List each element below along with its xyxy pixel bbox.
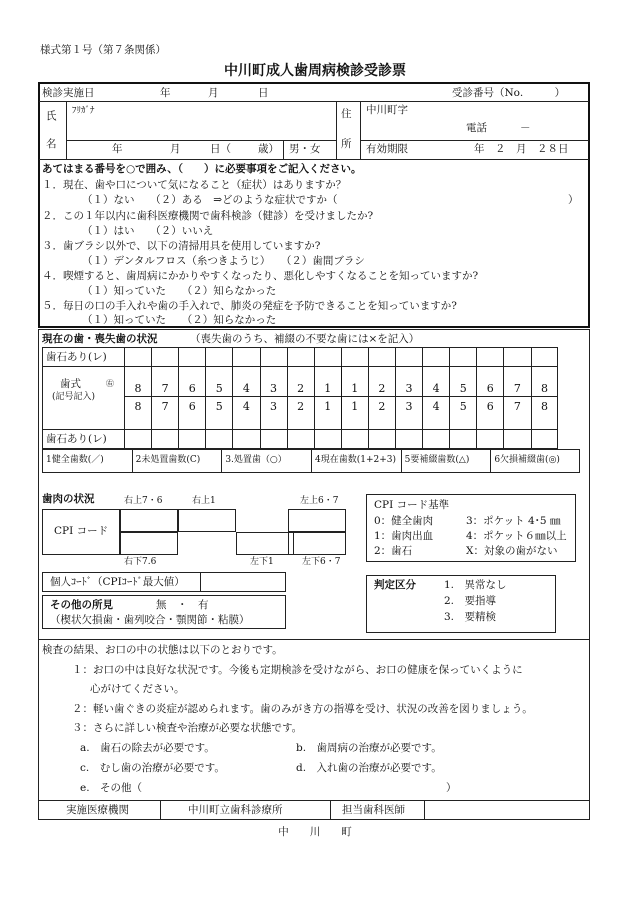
upper-tooth-3[interactable]: 5	[215, 382, 223, 395]
upper-tooth-13[interactable]: 6	[486, 382, 494, 395]
upper-tooth-14[interactable]: 7	[513, 382, 521, 395]
lower-tooth-15[interactable]: 8	[541, 400, 548, 413]
judgement-label: 判定区分	[374, 579, 416, 591]
count-cell-3[interactable]: 3.処置歯（○）	[225, 455, 287, 465]
other-findings-examples: （楔状欠損歯・歯列咬合・顎関節・粘膜）	[50, 614, 250, 626]
address-label: 住	[341, 108, 352, 120]
lower-tooth-13[interactable]: 6	[486, 400, 494, 413]
lower-tooth-8[interactable]: 1	[351, 400, 359, 413]
exam-date-label: 検診実施日	[42, 87, 95, 99]
sex-field[interactable]: 男・女	[289, 143, 321, 155]
result-3b[interactable]: b. 歯周病の治療が必要です。	[296, 742, 442, 754]
age-field[interactable]: 歳）	[258, 143, 279, 155]
criteria-3: 3：ポケット 4･5 ㎜	[466, 515, 561, 527]
furigana-label: ﾌﾘｶﾞﾅ	[72, 106, 95, 116]
criteria-2: 2：歯石	[374, 545, 413, 557]
cpi-label: CPI コード	[54, 525, 109, 537]
teeth-grid	[42, 347, 558, 449]
result-3e[interactable]: e. その他（	[80, 782, 143, 794]
dentist-label: 担当歯科医師	[342, 804, 405, 816]
teeth-heading-note: （喪失歯のうち、補綴の不要な歯には×を記入）	[190, 333, 420, 345]
formula-label: 歯式	[60, 378, 81, 390]
upper-tooth-12[interactable]: 5	[459, 382, 467, 395]
questions-instruction: あてはまる番号を○で囲み、（ ）に必要事項をご記入ください。	[42, 163, 362, 175]
upper-tooth-2[interactable]: 6	[188, 382, 196, 395]
lower-tooth-14[interactable]: 7	[513, 400, 521, 413]
phone-field[interactable]: －	[520, 122, 531, 134]
tartar-lower-label: 歯石あり(レ)	[46, 433, 107, 445]
lower-center-label: 左下1	[250, 557, 274, 567]
upper-tooth-15[interactable]: 8	[541, 382, 548, 395]
name-label-2: 名	[46, 138, 57, 150]
upper-left-label: 左上6・7	[300, 496, 339, 506]
formula-sub: (記号記入)	[52, 392, 96, 402]
other-findings-options[interactable]: 無 ・ 有	[156, 599, 209, 611]
criteria-1: 1：歯肉出血	[374, 530, 434, 542]
birth-year[interactable]: 年	[112, 143, 123, 155]
upper-tooth-7[interactable]: 1	[324, 382, 332, 395]
upper-tooth-4[interactable]: 4	[242, 382, 250, 395]
lower-tooth-2[interactable]: 6	[188, 400, 196, 413]
lower-tooth-10[interactable]: 3	[405, 400, 413, 413]
question-4-options[interactable]: （１）知っていた （２）知らなかった	[82, 285, 277, 297]
personal-code-label: 個人ｺｰﾄﾞ（CPIｺｰﾄﾞ最大値）	[50, 576, 185, 588]
birth-month[interactable]: 月	[170, 143, 181, 155]
address-value[interactable]: 中川町字	[366, 104, 408, 116]
lower-left-label: 左下6・7	[302, 557, 341, 567]
lower-tooth-6[interactable]: 2	[297, 400, 305, 413]
upper-tooth-9[interactable]: 2	[378, 382, 386, 395]
question-2: ２．この１年以内に歯科医療機関で歯科検診（健診）を受けましたか?	[42, 210, 374, 222]
lower-right-label: 右下7.6	[124, 557, 157, 567]
result-3e-close: ）	[446, 782, 457, 794]
result-1-cont: 心がけてください。	[90, 683, 185, 695]
count-cell-1[interactable]: 1健全歯数(／)	[46, 455, 104, 465]
count-cell-4[interactable]: 4現在歯数(1+2+3)	[315, 455, 397, 465]
upper-tooth-10[interactable]: 3	[405, 382, 413, 395]
result-intro: 検査の結果、お口の中の状態は以下のとおりです。	[42, 644, 283, 656]
upper-center-label: 右上1	[192, 496, 216, 506]
lower-tooth-1[interactable]: 7	[161, 400, 169, 413]
question-2-options[interactable]: （１）はい （２）いいえ	[82, 225, 214, 237]
upper-tooth-8[interactable]: 1	[351, 382, 359, 395]
criteria-x: X：対象の歯がない	[466, 545, 558, 557]
other-findings-label: その他の所見	[50, 599, 113, 611]
question-1-close: ）	[568, 194, 579, 206]
result-3c[interactable]: c. むし歯の治療が必要です。	[80, 762, 225, 774]
judgement-2[interactable]: 2. 要指導	[444, 595, 497, 607]
lower-tooth-5[interactable]: 3	[270, 400, 277, 413]
result-3a[interactable]: a. 歯石の除去が必要です。	[80, 742, 215, 754]
result-1[interactable]: １：お口の中は良好な状況です。今後も定期検診を受けながら、お口の健康を保っていくように	[72, 664, 523, 676]
lower-tooth-11[interactable]: 4	[432, 400, 440, 413]
count-cell-5[interactable]: 5要補綴歯数(△)	[404, 455, 470, 465]
name-label: 氏	[46, 110, 57, 122]
institution-label: 実施医療機関	[66, 804, 129, 816]
reception-number[interactable]: 受診番号（No. ）	[452, 87, 566, 99]
cpi-cell-lc[interactable]	[236, 532, 294, 555]
upper-tooth-5[interactable]: 3	[270, 382, 277, 395]
form-id: 様式第１号（第７条関係）	[40, 44, 166, 56]
upper-right-label: 右上7・6	[124, 496, 163, 506]
lower-tooth-4[interactable]: 4	[242, 400, 250, 413]
expiry-value: 年 ２ 月 ２８日	[474, 143, 569, 155]
criteria-0: 0：健全歯肉	[374, 515, 434, 527]
tartar-upper-label: 歯石あり(レ)	[46, 351, 107, 363]
phone-label: 電話	[466, 122, 487, 134]
upper-tooth-0[interactable]: 8	[134, 382, 142, 395]
question-5-options[interactable]: （１）知っていた （２）知らなかった	[82, 314, 277, 326]
expiry-label: 有効期限	[366, 143, 408, 155]
criteria-title: CPI コード基準	[374, 499, 450, 511]
question-4: ４．喫煙すると、歯周病にかかりやすくなったり、悪化しやすくなることを知っていますか?	[42, 270, 479, 282]
question-3-options[interactable]: （１）デンタルフロス（糸つきようじ） （２）歯間ブラシ	[82, 255, 365, 267]
page-title: 中川町成人歯周病検診受診票	[224, 63, 406, 79]
question-1: １．現在、歯や口について気になること（症状）はありますか？	[42, 179, 347, 191]
exam-day[interactable]: 日	[258, 87, 269, 99]
upper-tooth-11[interactable]: 4	[432, 382, 440, 395]
criteria-4: 4：ポケット６㎜以上	[466, 530, 567, 542]
count-cell-6[interactable]: 6欠損補綴歯(◎)	[494, 455, 560, 465]
cpi-cell-lr[interactable]	[120, 532, 178, 555]
footer-town: 中 川 町	[278, 826, 352, 838]
question-1-options[interactable]: （１）ない （２）ある ⇒どのような症状ですか（	[82, 194, 338, 206]
result-3d[interactable]: d. 入れ歯の治療が必要です。	[296, 762, 442, 774]
upper-tooth-6[interactable]: 2	[297, 382, 305, 395]
cpi-cell-ur[interactable]	[120, 509, 178, 532]
question-5: ５．毎日の口の手入れや歯の手入れで、肺炎の発症を予防できることを知っていますか?	[42, 300, 457, 312]
gum-heading: 歯肉の状況	[42, 493, 95, 505]
judgement-1[interactable]: 1. 異常なし	[444, 579, 507, 591]
upper-tooth-1[interactable]: 7	[161, 382, 169, 395]
lower-tooth-7[interactable]: 1	[324, 400, 332, 413]
exam-year[interactable]: 年	[160, 87, 171, 99]
lower-tooth-0[interactable]: 8	[134, 400, 142, 413]
cpi-cell-ll[interactable]	[288, 532, 346, 555]
lower-tooth-9[interactable]: 2	[378, 400, 386, 413]
judgement-3[interactable]: 3. 要精検	[444, 611, 497, 623]
lower-tooth-3[interactable]: 5	[215, 400, 223, 413]
exam-month[interactable]: 月	[208, 87, 219, 99]
result-3[interactable]: ３：さらに詳しい検査や治療が必要な状態です。	[72, 722, 303, 734]
address-label-2: 所	[341, 138, 352, 150]
question-3: ３．歯ブラシ以外で、以下の清掃用具を使用していますか?	[42, 240, 321, 252]
count-cell-2[interactable]: 2未処置歯数(C)	[135, 455, 201, 465]
cpi-cell-uc[interactable]	[178, 509, 236, 532]
result-2[interactable]: ２：軽い歯ぐきの炎症が認められます。歯のみがき方の指導を受け、状況の改善を図りましょう。	[72, 703, 533, 715]
institution-value: 中川町立歯科診療所	[188, 804, 283, 816]
right-mark: ㊨	[106, 379, 114, 388]
lower-tooth-12[interactable]: 5	[459, 400, 467, 413]
cpi-cell-ul[interactable]	[288, 509, 346, 532]
birth-day[interactable]: 日（	[210, 143, 231, 155]
teeth-heading: 現在の歯・喪失歯の状況	[42, 333, 158, 345]
